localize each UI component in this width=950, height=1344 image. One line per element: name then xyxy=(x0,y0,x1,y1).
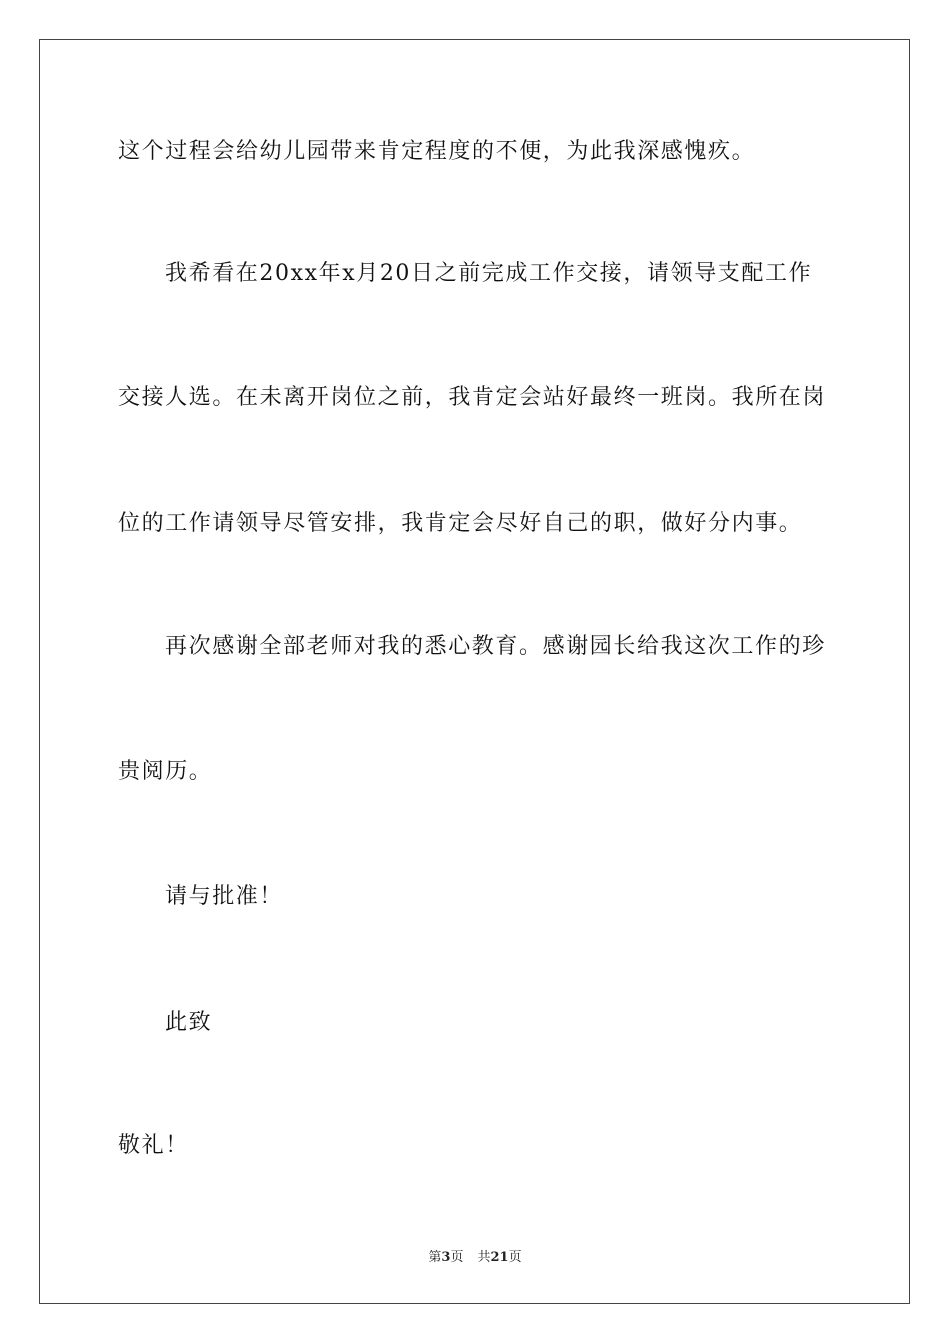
footer-page-suffix: 页 xyxy=(450,1250,464,1265)
paragraph-line-3: 交接人选。在未离开岗位之前，我肯定会站好最终一班岗。我所在岗 xyxy=(118,385,827,410)
paragraph-line-2: 我希看在20xx年x月20日之前完成工作交接，请领导支配工作 xyxy=(165,261,813,286)
footer-total-number: 21 xyxy=(490,1250,509,1265)
paragraph-line-5: 再次感谢全部老师对我的悉心教育。感谢园长给我这次工作的珍 xyxy=(165,634,826,659)
footer-total-prefix: 共 xyxy=(477,1250,491,1265)
page-frame xyxy=(39,39,910,1304)
page-footer xyxy=(0,1250,950,1266)
footer-total-suffix: 页 xyxy=(508,1250,522,1265)
paragraph-line-1: 这个过程会给幼儿园带来肯定程度的不便，为此我深感愧疚。 xyxy=(118,139,756,164)
closing-salutation-line: 此致 xyxy=(165,1010,213,1035)
footer-page-number: 3 xyxy=(441,1250,451,1265)
request-approval-line: 请与批准！ xyxy=(165,884,284,909)
paragraph-line-4: 位的工作请领导尽管安排，我肯定会尽好自己的职，做好分内事。 xyxy=(118,511,803,536)
footer-page-prefix: 第 xyxy=(428,1250,442,1265)
regards-line: 敬礼！ xyxy=(118,1133,189,1158)
paragraph-line-6: 贵阅历。 xyxy=(118,759,213,784)
